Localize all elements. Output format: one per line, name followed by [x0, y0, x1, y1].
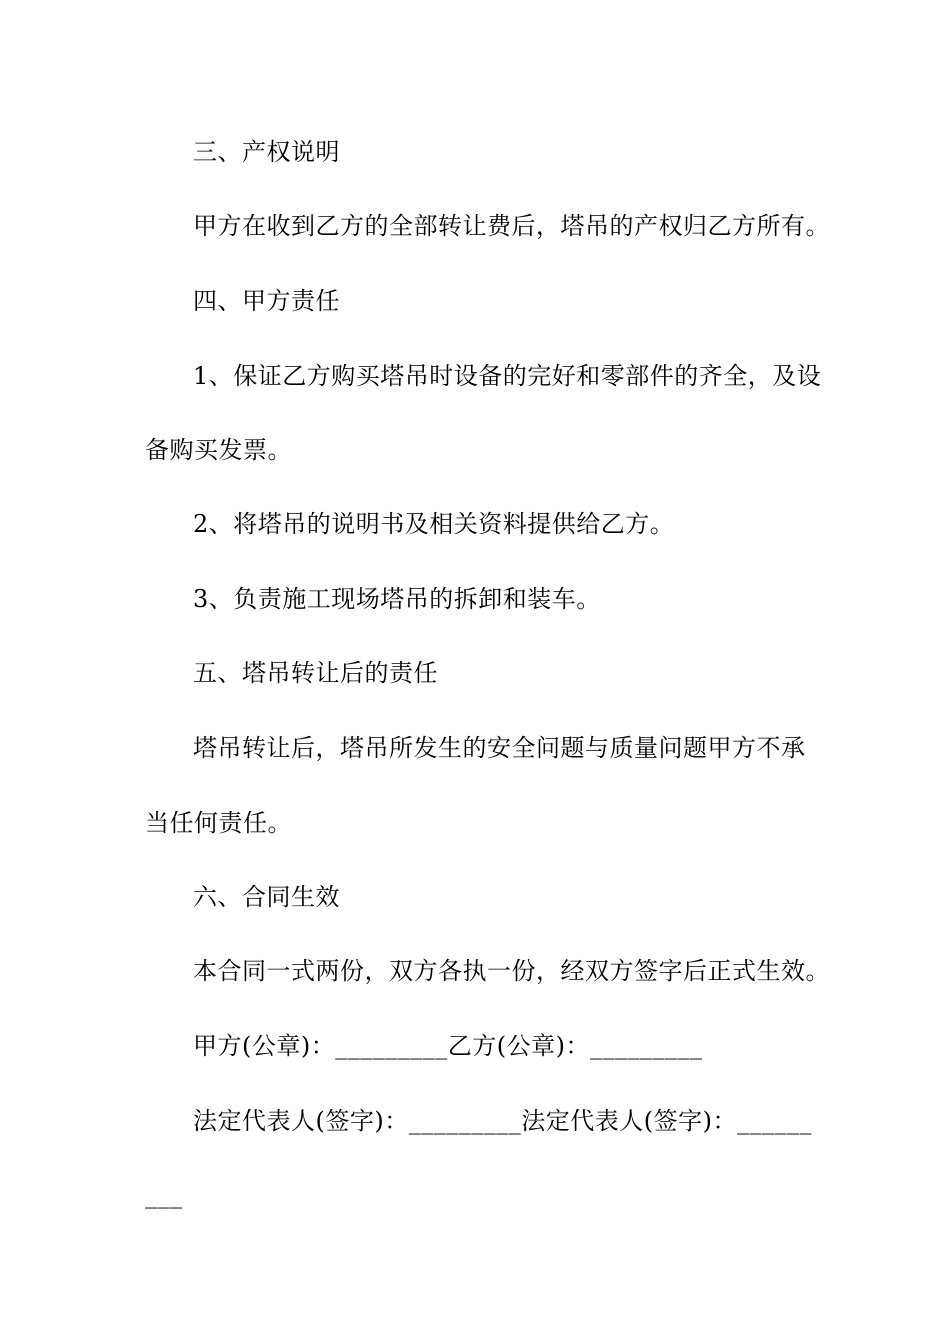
section-5-body-line-1: 塔吊转让后，塔吊所发生的安全问题与质量问题甲方不承: [193, 734, 806, 762]
section-4-item-1-line-1: 1、保证乙方购买塔吊时设备的完好和零部件的齐全，及设: [193, 362, 822, 390]
section-3-heading: 三、产权说明: [193, 138, 340, 166]
seal-signature-line: 甲方(公章)：_________乙方(公章)：_________: [193, 1032, 703, 1060]
section-4-item-2: 2、将塔吊的说明书及相关资料提供给乙方。: [193, 510, 675, 538]
section-3-body: 甲方在收到乙方的全部转让费后，塔吊的产权归乙方所有。: [193, 212, 830, 240]
section-4-heading: 四、甲方责任: [193, 287, 340, 315]
section-4-item-3: 3、负责施工现场塔吊的拆卸和装车。: [193, 585, 601, 613]
section-6-body: 本合同一式两份，双方各执一份，经双方签字后正式生效。: [193, 957, 830, 985]
section-5-body-line-2: 当任何责任。: [145, 809, 292, 837]
section-4-item-1-line-2: 备购买发票。: [145, 436, 292, 464]
representative-signature-line-2: ___: [145, 1181, 183, 1209]
section-6-heading: 六、合同生效: [193, 883, 340, 911]
representative-signature-line-1: 法定代表人(签字)：_________法定代表人(签字)：______: [193, 1107, 812, 1135]
section-5-heading: 五、塔吊转让后的责任: [193, 659, 438, 687]
